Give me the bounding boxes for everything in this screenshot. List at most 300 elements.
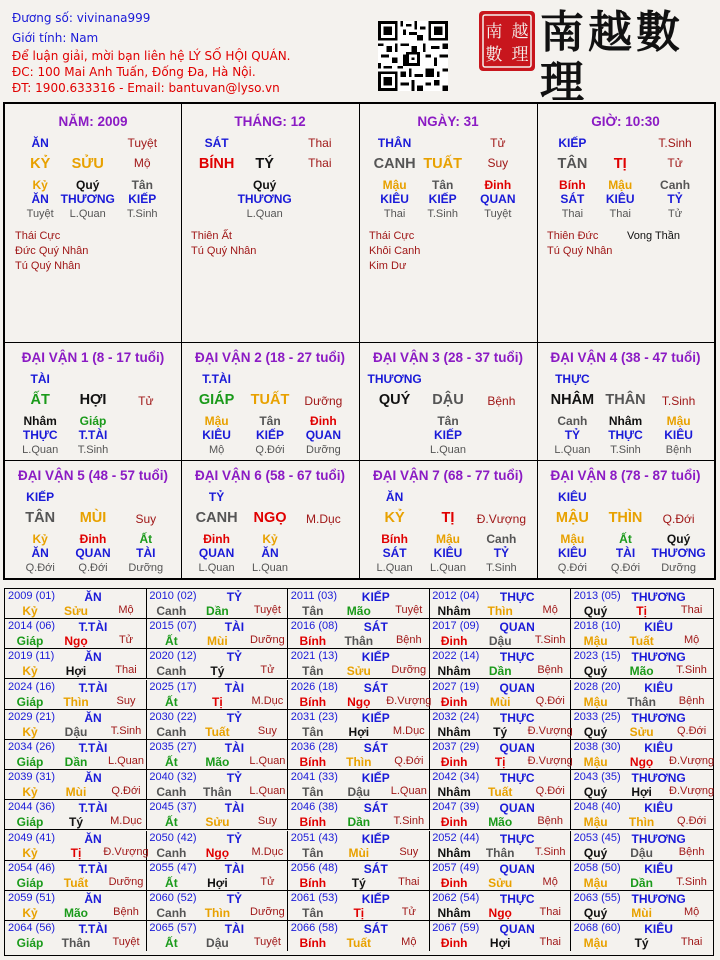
annual-luck-cell bbox=[288, 921, 430, 951]
annual-ten-god: TỶ bbox=[226, 650, 243, 665]
annual-ten-god: THỰC bbox=[499, 710, 535, 725]
dai-van-hidden-god: TỶ bbox=[493, 546, 510, 560]
annual-branch: Mão bbox=[346, 604, 371, 618]
annual-branch: Sửu bbox=[205, 815, 230, 830]
annual-branch: Ngọ bbox=[205, 845, 230, 860]
annual-stem: Tân bbox=[302, 845, 324, 860]
annual-luck-cell bbox=[571, 710, 713, 740]
annual-state: Suy bbox=[399, 845, 419, 858]
hidden-ten-god: KIÊU bbox=[380, 192, 409, 206]
pillar-title: NĂM: 2009 bbox=[58, 114, 128, 129]
annual-luck-cell bbox=[5, 891, 147, 921]
annual-state: Q.Đới bbox=[111, 785, 141, 798]
pillar-stem: CANH bbox=[373, 156, 416, 172]
annual-luck-cell bbox=[5, 921, 147, 951]
annual-branch: Mão bbox=[488, 815, 513, 830]
annual-year: 2039 (31) bbox=[8, 771, 56, 784]
annual-ten-god: TÀI bbox=[224, 620, 245, 635]
dai-van-state: M.Dục bbox=[306, 512, 341, 526]
annual-stem: Ất bbox=[165, 875, 178, 890]
pillar-stem: BÍNH bbox=[198, 156, 235, 172]
hidden-stem: Mậu bbox=[608, 178, 633, 192]
annual-branch: Dậu bbox=[347, 785, 371, 800]
annual-stem: Tân bbox=[302, 785, 324, 800]
annual-year: 2061 (53) bbox=[290, 892, 338, 904]
dai-van-hidden-stem: Đinh bbox=[310, 414, 337, 428]
hidden-state: L.Quan bbox=[69, 208, 106, 220]
annual-luck-cell bbox=[5, 710, 147, 740]
annual-ten-god: SÁT bbox=[363, 801, 388, 816]
hidden-stem: Đinh bbox=[484, 178, 512, 192]
dai-van-stem: KỶ bbox=[384, 510, 405, 526]
annual-ten-god: T.TÀI bbox=[78, 741, 108, 755]
annual-branch: Dậu bbox=[630, 845, 653, 860]
pillar-branch: TÝ bbox=[255, 156, 274, 172]
dai-van-hidden-stem: Canh bbox=[486, 532, 517, 546]
annual-luck-cell bbox=[571, 861, 713, 891]
annual-state: T.Sinh bbox=[393, 815, 425, 828]
dai-van-stem: TÂN bbox=[25, 510, 56, 526]
annual-luck-cell bbox=[571, 770, 713, 800]
annual-state: T.Sinh bbox=[676, 664, 707, 677]
annual-year: 2040 (32) bbox=[149, 771, 197, 784]
annual-year: 2056 (48) bbox=[290, 861, 338, 874]
hidden-state: T.Sinh bbox=[126, 208, 158, 220]
annual-branch: Thìn bbox=[63, 694, 89, 709]
annual-state: Thai bbox=[539, 906, 561, 918]
dai-van-hidden-state: Q.Đới bbox=[557, 562, 587, 574]
dai-van-hidden-god: QUAN bbox=[75, 546, 111, 560]
annual-ten-god: KIÊU bbox=[644, 620, 673, 635]
dai-van-state: Tử bbox=[138, 394, 154, 408]
annual-ten-god: SÁT bbox=[363, 741, 388, 755]
annual-year: 2059 (51) bbox=[8, 892, 56, 904]
dai-van-ten-god: THƯƠNG bbox=[367, 372, 422, 386]
annual-branch: Sửu bbox=[488, 875, 513, 890]
shen-sha-star: Tú Quý Nhân bbox=[15, 260, 81, 272]
annual-luck-cell bbox=[288, 891, 430, 921]
annual-year: 2050 (42) bbox=[149, 831, 197, 844]
annual-stem: Kỷ bbox=[22, 906, 38, 920]
annual-year: 2019 (11) bbox=[8, 650, 55, 663]
dai-van-hidden-god: KIẾP bbox=[255, 428, 285, 442]
dai-van-hidden-state: Q.Đới bbox=[25, 562, 55, 574]
hidden-ten-god: TỶ bbox=[667, 192, 683, 206]
annual-luck-cell bbox=[429, 770, 571, 800]
dai-van-hidden-stem: Tân bbox=[437, 414, 459, 428]
dai-van-ten-god: KIẾP bbox=[26, 490, 55, 504]
dai-van-hidden-state: Dưỡng bbox=[128, 562, 164, 574]
annual-ten-god: KIÊU bbox=[644, 741, 673, 755]
dai-van-hidden-state: L.Quan bbox=[376, 562, 413, 574]
hidden-stem: Bính bbox=[559, 178, 586, 192]
annual-year: 2014 (06) bbox=[8, 620, 56, 633]
pillar-branch: TUẤT bbox=[423, 156, 462, 172]
pillar-stem-state: Thai bbox=[308, 136, 332, 150]
annual-state: Đ.Vượng bbox=[386, 694, 432, 707]
annual-stem: Nhâm bbox=[437, 785, 471, 800]
annual-luck-cell bbox=[5, 680, 147, 710]
dai-van-hidden-god: THỰC bbox=[608, 428, 643, 442]
dai-van-hidden-stem: Nhâm bbox=[608, 414, 643, 428]
dai-van-hidden-stem: Quý bbox=[666, 532, 691, 546]
annual-luck-table bbox=[4, 588, 714, 956]
annual-ten-god: ĂN bbox=[84, 590, 102, 604]
annual-ten-god: TỶ bbox=[226, 710, 243, 725]
dai-van-hidden-god: KIÊU bbox=[202, 428, 231, 442]
dai-van-hidden-state: T.Sinh bbox=[486, 562, 517, 574]
annual-state: Dưỡng bbox=[250, 634, 285, 647]
annual-stem: Kỷ bbox=[22, 664, 38, 679]
annual-year: 2022 (14) bbox=[432, 650, 480, 663]
dai-van-hidden-state: Q.Đới bbox=[255, 444, 285, 456]
pillar-title: NGÀY: 31 bbox=[417, 114, 479, 129]
annual-branch: Tuất bbox=[346, 936, 372, 951]
annual-ten-god: KIÊU bbox=[644, 861, 673, 876]
annual-state: Bệnh bbox=[537, 815, 564, 828]
annual-year: 2064 (56) bbox=[8, 922, 56, 935]
annual-luck-cell bbox=[429, 831, 571, 861]
annual-state: Bệnh bbox=[395, 634, 422, 647]
annual-ten-god: SÁT bbox=[363, 680, 388, 695]
dai-van-branch: THÂN bbox=[605, 392, 646, 408]
annual-branch: Thìn bbox=[487, 604, 513, 618]
dai-van-hidden-god: TÀI bbox=[136, 546, 156, 560]
pillar-branch: TỊ bbox=[613, 156, 627, 172]
dai-van-hidden-god: SÁT bbox=[382, 546, 407, 560]
annual-luck-cell bbox=[571, 921, 713, 951]
annual-year: 2027 (19) bbox=[432, 680, 480, 693]
dai-van-hidden-stem: Ất bbox=[619, 532, 632, 546]
annual-state: Dưỡng bbox=[391, 664, 427, 677]
annual-stem: Bính bbox=[299, 875, 327, 890]
svg-text:理: 理 bbox=[511, 45, 529, 65]
dai-van-hidden-god: TÀI bbox=[615, 546, 636, 560]
dai-van-title: ĐẠI VẬN 4 (38 - 47 tuổi) bbox=[550, 350, 701, 365]
annual-stem: Nhâm bbox=[437, 724, 471, 739]
dai-van-hidden-stem: Đinh bbox=[203, 532, 230, 546]
annual-luck-cell bbox=[5, 589, 147, 619]
dai-van-ten-god: THỰC bbox=[555, 372, 590, 386]
annual-branch: Thân bbox=[61, 936, 91, 951]
hidden-state: Thai bbox=[609, 208, 631, 220]
dai-van-hidden-stem: Mậu bbox=[204, 414, 229, 428]
annual-branch: Dần bbox=[206, 604, 229, 618]
dai-van-stem: MẬU bbox=[555, 510, 589, 526]
annual-year: 2036 (28) bbox=[290, 741, 338, 753]
annual-ten-god: KIÊU bbox=[644, 680, 673, 695]
annual-luck-cell bbox=[146, 891, 288, 921]
annual-branch: Thân bbox=[485, 845, 515, 860]
annual-state: Q.Đới bbox=[394, 755, 424, 767]
dai-van-hidden-god: KIÊU bbox=[558, 546, 587, 560]
annual-stem: Mậu bbox=[583, 936, 608, 951]
dai-van-branch: DẬU bbox=[432, 392, 464, 408]
hidden-state: Thai bbox=[561, 208, 584, 220]
annual-state: M.Dục bbox=[110, 815, 142, 828]
annual-stem: Mậu bbox=[583, 815, 608, 830]
annual-branch: Dậu bbox=[206, 936, 229, 951]
dai-van-title: ĐẠI VẬN 2 (18 - 27 tuổi) bbox=[194, 350, 346, 365]
annual-ten-god: ĂN bbox=[84, 650, 102, 665]
annual-luck-cell bbox=[288, 619, 430, 649]
dai-van-hidden-state: L.Quan bbox=[198, 562, 235, 574]
annual-branch: Dần bbox=[64, 755, 88, 769]
header bbox=[0, 0, 720, 108]
annual-ten-god: KIẾP bbox=[361, 831, 390, 846]
annual-year: 2024 (16) bbox=[8, 680, 56, 693]
annual-stem: Mậu bbox=[583, 634, 608, 649]
shen-sha-star: Thái Cực bbox=[15, 230, 61, 242]
dai-van-hidden-stem: Kỷ bbox=[262, 532, 278, 546]
annual-ten-god: T.TÀI bbox=[78, 680, 108, 695]
annual-branch: Thìn bbox=[204, 906, 231, 920]
annual-stem: Quý bbox=[583, 724, 608, 739]
qr-code-icon bbox=[378, 21, 448, 91]
dai-van-branch: TUẤT bbox=[250, 392, 290, 408]
annual-state: Thai bbox=[680, 604, 703, 616]
annual-branch: Tý bbox=[210, 664, 225, 679]
dai-van-hidden-stem: Mậu bbox=[666, 414, 691, 428]
dai-van-stem: CANH bbox=[195, 510, 238, 526]
dai-van-branch: THÌN bbox=[608, 510, 643, 526]
annual-ten-god: TỶ bbox=[226, 831, 243, 846]
annual-branch: Hợi bbox=[65, 664, 87, 679]
annual-luck-cell bbox=[288, 800, 430, 830]
shen-sha-star: Thái Cực bbox=[369, 230, 415, 242]
address-line: ĐC: 100 Mai Anh Tuấn, Đống Đa, Hà Nội. bbox=[12, 65, 256, 79]
hidden-stem: Tân bbox=[431, 178, 454, 192]
hidden-stem: Quý bbox=[252, 178, 277, 192]
dai-van-stem: QUÝ bbox=[378, 392, 411, 408]
annual-ten-god: QUAN bbox=[499, 922, 535, 937]
annual-stem: Kỷ bbox=[22, 604, 38, 618]
dai-van-hidden-state: Q.Đới bbox=[610, 562, 641, 574]
pillar-branch-state: Mộ bbox=[133, 156, 151, 170]
annual-stem: Tân bbox=[302, 906, 324, 920]
dai-van-hidden-state: T.Sinh bbox=[77, 444, 109, 456]
annual-stem: Mậu bbox=[583, 694, 608, 709]
dai-van-branch: HỢI bbox=[79, 392, 107, 408]
annual-year: 2009 (01) bbox=[8, 590, 56, 602]
pillar-branch-state: Suy bbox=[487, 156, 509, 170]
annual-luck-cell bbox=[571, 831, 713, 861]
annual-year: 2026 (18) bbox=[290, 680, 338, 693]
annual-state: Tuyệt bbox=[395, 604, 423, 616]
annual-state: Thai bbox=[539, 936, 561, 949]
annual-ten-god: THỰC bbox=[499, 892, 535, 906]
annual-stem: Kỷ bbox=[22, 785, 38, 800]
dai-van-hidden-god: TỶ bbox=[564, 428, 581, 442]
annual-stem: Mậu bbox=[583, 875, 608, 890]
annual-year: 2035 (27) bbox=[149, 741, 197, 753]
annual-branch: Sửu bbox=[629, 724, 654, 739]
annual-ten-god: ĂN bbox=[84, 710, 102, 725]
annual-luck-cell bbox=[288, 649, 430, 679]
annual-ten-god: KIẾP bbox=[361, 650, 390, 665]
annual-state: Đ.Vượng bbox=[527, 724, 573, 737]
pillar-stem-state: T.Sinh bbox=[658, 136, 692, 150]
annual-stem: Giáp bbox=[16, 634, 44, 649]
annual-state: M.Dục bbox=[251, 845, 284, 858]
hidden-ten-god: KIẾP bbox=[128, 192, 157, 206]
annual-stem: Bính bbox=[299, 815, 327, 830]
pillar-ten-god: KIẾP bbox=[558, 136, 587, 150]
hidden-ten-god: THƯƠNG bbox=[237, 192, 292, 206]
annual-year: 2046 (38) bbox=[290, 801, 338, 814]
annual-state: Bệnh bbox=[678, 845, 705, 858]
annual-branch: Sửu bbox=[63, 604, 89, 618]
annual-year: 2016 (08) bbox=[290, 620, 338, 633]
dai-van-ten-god: T.TÀI bbox=[202, 372, 231, 386]
annual-stem: Canh bbox=[156, 845, 187, 860]
dai-van-hidden-state: L.Quan bbox=[251, 562, 289, 574]
pillar-branch-state: Thai bbox=[308, 156, 332, 170]
annual-state: L.Quan bbox=[249, 785, 286, 798]
annual-year: 2020 (12) bbox=[149, 650, 197, 663]
annual-ten-god: T.TÀI bbox=[78, 861, 108, 876]
annual-branch: Hợi bbox=[631, 785, 652, 800]
annual-luck-cell bbox=[146, 740, 288, 770]
annual-state: Suy bbox=[257, 815, 277, 828]
annual-luck-cell bbox=[5, 800, 147, 830]
annual-ten-god: ĂN bbox=[84, 771, 102, 786]
dai-van-state: Q.Đới bbox=[662, 512, 695, 526]
dai-van-hidden-state: L.Quan bbox=[22, 444, 59, 456]
annual-branch: Thân bbox=[203, 785, 232, 800]
annual-branch: Tuất bbox=[487, 785, 513, 800]
dai-van-hidden-god: QUAN bbox=[198, 546, 235, 560]
annual-luck-cell bbox=[288, 710, 430, 740]
shen-sha-star: Kim Dư bbox=[369, 260, 407, 272]
annual-state: Thai bbox=[115, 664, 137, 677]
annual-year: 2049 (41) bbox=[8, 831, 56, 844]
annual-state: Tử bbox=[118, 634, 134, 647]
dai-van-hidden-god: ĂN bbox=[31, 546, 49, 560]
hidden-stem: Quý bbox=[76, 178, 100, 192]
annual-luck-cell bbox=[288, 861, 430, 891]
annual-stem: Mậu bbox=[583, 755, 608, 769]
annual-branch: Tý bbox=[351, 875, 366, 890]
hidden-stem: Tân bbox=[131, 178, 153, 192]
annual-branch: Dần bbox=[347, 815, 371, 830]
annual-state: Tử bbox=[260, 875, 275, 888]
annual-state: T.Sinh bbox=[676, 875, 707, 888]
annual-stem: Bính bbox=[299, 694, 327, 709]
annual-stem: Quý bbox=[583, 604, 608, 618]
annual-luck-cell bbox=[146, 619, 288, 649]
dai-van-state: Dưỡng bbox=[304, 394, 343, 408]
annual-state: Q.Đới bbox=[535, 785, 565, 798]
annual-luck-cell bbox=[429, 800, 571, 830]
dai-van-title: ĐẠI VẬN 6 (58 - 67 tuổi) bbox=[194, 468, 346, 483]
annual-stem: Bính bbox=[299, 755, 327, 769]
svg-text:南: 南 bbox=[485, 22, 503, 42]
hidden-state: Tuyệt bbox=[26, 208, 54, 220]
annual-ten-god: KIÊU bbox=[644, 801, 673, 816]
annual-state: T.Sinh bbox=[110, 724, 142, 737]
annual-year: 2045 (37) bbox=[149, 801, 197, 814]
annual-ten-god: KIẾP bbox=[361, 590, 390, 604]
annual-ten-god: KIÊU bbox=[644, 922, 673, 937]
annual-stem: Canh bbox=[156, 906, 187, 920]
annual-state: Q.Đới bbox=[676, 815, 707, 828]
annual-year: 2058 (50) bbox=[573, 861, 621, 874]
annual-state: T.Sinh bbox=[534, 634, 566, 647]
dai-van-hidden-stem: Đinh bbox=[79, 532, 107, 546]
annual-year: 2017 (09) bbox=[432, 620, 480, 633]
annual-branch: Mùi bbox=[207, 634, 228, 649]
user-name: Đương số: vivinana999 bbox=[12, 11, 151, 25]
annual-year: 2060 (52) bbox=[149, 892, 197, 904]
pillar-stem: KỶ bbox=[30, 156, 51, 172]
annual-ten-god: QUAN bbox=[499, 620, 535, 635]
annual-stem: Giáp bbox=[16, 936, 44, 951]
annual-stem: Kỷ bbox=[22, 724, 38, 739]
seal-stamp-icon bbox=[478, 10, 536, 72]
annual-branch: Mùi bbox=[65, 785, 87, 800]
annual-branch: Tý bbox=[634, 936, 649, 951]
annual-branch: Thân bbox=[627, 694, 656, 709]
annual-year: 2066 (58) bbox=[290, 922, 338, 935]
annual-luck-cell bbox=[5, 770, 147, 800]
annual-state: Mộ bbox=[401, 936, 417, 949]
annual-state: Đ.Vượng bbox=[669, 785, 715, 798]
dai-van-title: ĐẠI VẬN 8 (78 - 87 tuổi) bbox=[550, 468, 701, 483]
annual-state: Đ.Vượng bbox=[669, 755, 715, 767]
annual-year: 2010 (02) bbox=[149, 590, 197, 602]
annual-luck-cell bbox=[146, 770, 288, 800]
hidden-stem: Canh bbox=[660, 178, 691, 192]
annual-ten-god: TÀI bbox=[224, 741, 245, 755]
hidden-ten-god: KIẾP bbox=[428, 192, 457, 206]
annual-ten-god: TỶ bbox=[226, 892, 243, 906]
annual-luck-cell bbox=[429, 921, 571, 951]
annual-branch: Thân bbox=[344, 634, 374, 649]
annual-year: 2041 (33) bbox=[290, 771, 338, 784]
annual-ten-god: SÁT bbox=[363, 861, 388, 876]
dai-van-hidden-stem: Giáp bbox=[79, 414, 107, 428]
annual-state: Tử bbox=[260, 664, 275, 677]
hidden-state: L.Quan bbox=[246, 208, 283, 220]
dai-van-hidden-god: T.TÀI bbox=[78, 428, 108, 442]
annual-stem: Nhâm bbox=[437, 906, 471, 920]
annual-luck-cell bbox=[5, 619, 147, 649]
dai-van-hidden-god: ĂN bbox=[261, 546, 279, 560]
dai-van-title: ĐẠI VẬN 3 (28 - 37 tuổi) bbox=[372, 350, 524, 365]
annual-luck-cell bbox=[146, 710, 288, 740]
annual-ten-god: T.TÀI bbox=[78, 801, 108, 816]
annual-stem: Đinh bbox=[440, 694, 468, 709]
annual-state: Thai bbox=[680, 936, 703, 949]
annual-branch: Ngọ bbox=[629, 755, 654, 769]
dai-van-hidden-state: Dưỡng bbox=[306, 444, 341, 456]
annual-branch: Tị bbox=[636, 604, 647, 618]
annual-luck-cell bbox=[288, 589, 430, 619]
annual-branch: Tị bbox=[494, 755, 506, 769]
annual-state: Tử bbox=[401, 906, 416, 918]
annual-state: Q.Đới bbox=[535, 694, 565, 707]
annual-branch: Thìn bbox=[628, 815, 655, 830]
annual-stem: Canh bbox=[156, 724, 187, 739]
annual-state: Tuyệt bbox=[253, 604, 281, 616]
pillar-title: GIỜ: 10:30 bbox=[591, 114, 660, 129]
annual-luck-cell bbox=[5, 740, 147, 770]
annual-state: Dưỡng bbox=[108, 875, 144, 888]
shen-sha-star: Thiên Đức bbox=[547, 230, 599, 242]
annual-luck-cell bbox=[146, 589, 288, 619]
annual-luck-cell bbox=[146, 921, 288, 951]
